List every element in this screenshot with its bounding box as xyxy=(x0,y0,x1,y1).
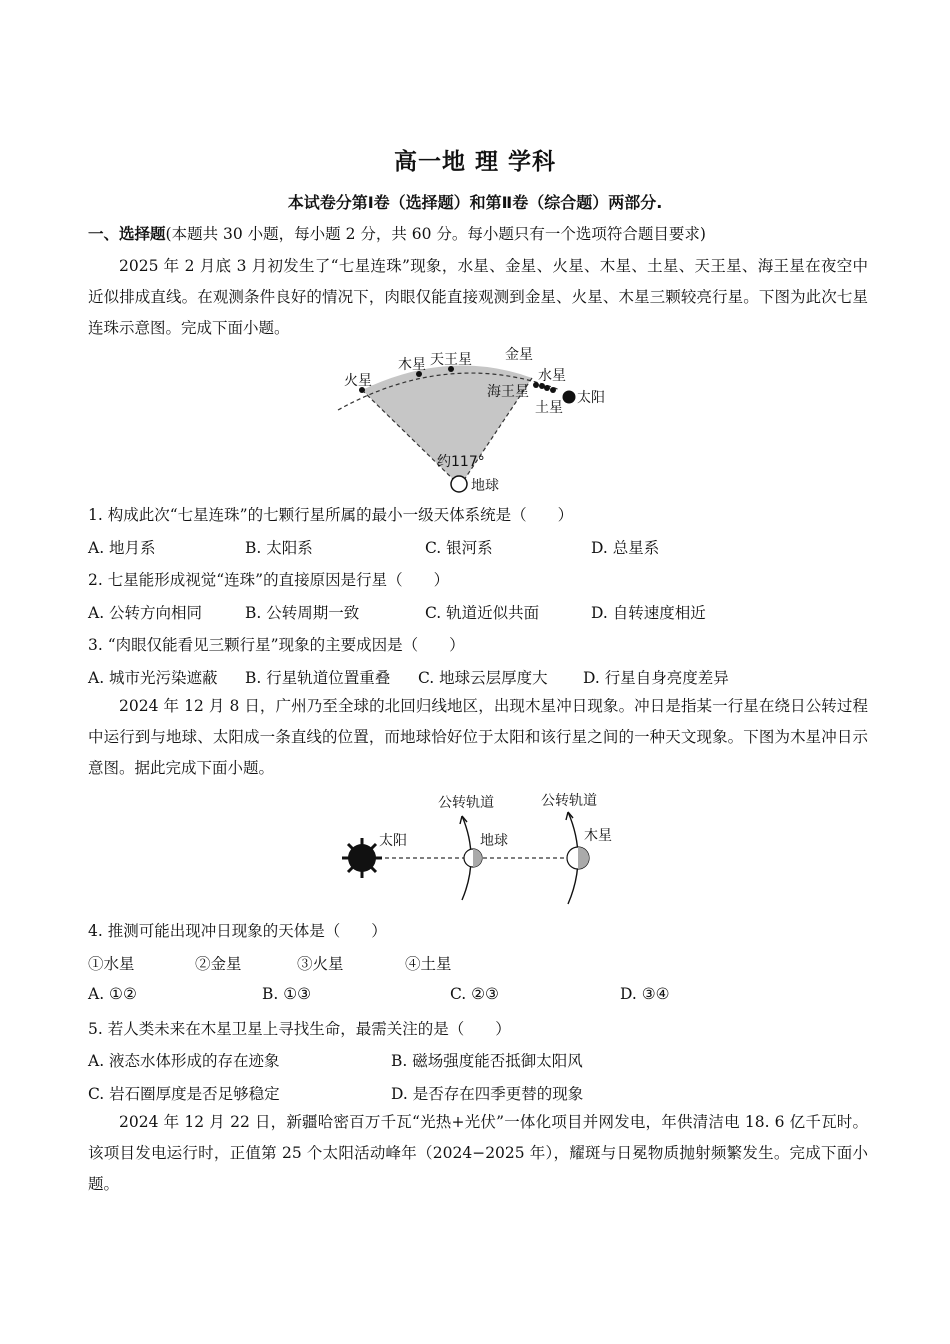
passage-2: 2024 年 12 月 8 日，广州乃至全球的北回归线地区，出现木星冲日现象。冲日是指某一行星在绕日公转过程中运行到与地球、太阳成一条直线的位置，而地球恰好位于太阳和该行星之间的一种天文现象。下图为木星冲日示意图。据此完成下面小题。 xyxy=(88,697,868,777)
section-note: (本题共 30 小题，每小题 2 分，共 60 分。每小题只有一个选项符合题目要求) xyxy=(165,225,706,243)
q4-item-3: ③火星 xyxy=(297,955,344,973)
q3-option-b: B. 行星轨道位置重叠 xyxy=(245,669,391,687)
label-jupiter: 木星 xyxy=(584,828,612,844)
label-uranus: 天王星 xyxy=(430,352,472,368)
q1-option-c: C. 银河系 xyxy=(425,539,493,557)
q3-option-c: C. 地球云层厚度大 xyxy=(418,669,548,687)
q1-option-b: B. 太阳系 xyxy=(245,539,313,557)
q1-option-d: D. 总星系 xyxy=(591,539,660,557)
q2-option-d: D. 自转速度相近 xyxy=(591,604,706,622)
label-orbit-earth: 公转轨道 xyxy=(438,795,494,811)
q1-option-a: A. 地月系 xyxy=(88,539,156,557)
label-saturn: 土星 xyxy=(535,400,563,416)
earth-symbol xyxy=(464,849,482,867)
page-title: 高一地 理 学科 xyxy=(393,149,556,175)
q5-option-b: B. 磁场强度能否抵御太阳风 xyxy=(391,1052,583,1070)
label-earth: 地球 xyxy=(480,833,508,849)
q2-option-c: C. 轨道近似共面 xyxy=(425,604,540,622)
section-heading xyxy=(88,222,706,244)
label-orbit-jupiter: 公转轨道 xyxy=(541,793,597,809)
q5-option-c: C. 岩石圈厚度是否足够稳定 xyxy=(88,1085,280,1103)
sun-icon xyxy=(342,838,382,878)
passage-1: 2025 年 2 月底 3 月初发生了“七星连珠”现象，水星、金星、火星、木星、土星、天王星、海王星在夜空中近似排成直线。在观测条件良好的情况下，肉眼仅能直接观测到金星、火星、木星三颗较亮行星。下图为此次七星连珠示意图。完成下面小题。 xyxy=(88,257,868,337)
q3-option-d: D. 行星自身亮度差异 xyxy=(583,669,729,687)
figure-jupiter-opposition xyxy=(335,788,625,906)
q4-stem: 4. 推测可能出现冲日现象的天体是（ ） xyxy=(88,922,387,940)
q4-item-4: ④土星 xyxy=(405,955,452,973)
q5-stem: 5. 若人类未来在木星卫星上寻找生命，最需关注的是（ ） xyxy=(88,1020,511,1038)
q3-option-a: A. 城市光污染遮蔽 xyxy=(88,669,218,687)
label-sun: 太阳 xyxy=(379,833,407,849)
earth-symbol xyxy=(451,476,467,492)
q4-item-2: ②金星 xyxy=(195,955,242,973)
q1-stem: 1. 构成此次“七星连珠”的七颗行星所属的最小一级天体系统是（ ） xyxy=(88,506,574,524)
label-jupiter: 木星 xyxy=(398,357,426,373)
label-angle: 约117° xyxy=(437,454,485,470)
q2-stem: 2. 七星能形成视觉“连珠”的直接原因是行星（ ） xyxy=(88,571,450,589)
figure-planet-alignment xyxy=(330,340,620,498)
q4-item-1: ①水星 xyxy=(88,955,135,973)
q4-option-a: A. ①② xyxy=(88,985,137,1003)
q4-option-b: B. ①③ xyxy=(262,985,312,1003)
label-sun: 太阳 xyxy=(577,390,605,406)
section-title: 一、选择题 xyxy=(88,225,166,243)
q2-option-b: B. 公转周期一致 xyxy=(245,604,360,622)
label-mercury: 水星 xyxy=(538,368,566,384)
page-subtitle: 本试卷分第Ⅰ卷（选择题）和第Ⅱ卷（综合题）两部分. xyxy=(287,193,663,212)
jupiter-symbol xyxy=(567,847,589,869)
q4-option-d: D. ③④ xyxy=(620,985,670,1003)
q3-stem: 3. “肉眼仅能看见三颗行星”现象的主要成因是（ ） xyxy=(88,636,465,654)
label-venus: 金星 xyxy=(505,347,533,363)
passage-3: 2024 年 12 月 22 日，新疆哈密百万千瓦“光热+光伏”一体化项目并网发电，年供清洁电 18. 6 亿千瓦时。该项目发电运行时，正值第 25 个太阳活动峰年（2024−2025 年），耀斑与日冕物质抛射频繁发生。完成下面小题。 xyxy=(88,1113,868,1193)
q5-option-d: D. 是否存在四季更替的现象 xyxy=(391,1085,584,1103)
q5-option-a: A. 液态水体形成的存在迹象 xyxy=(88,1052,280,1070)
label-mars: 火星 xyxy=(344,373,372,389)
label-earth: 地球 xyxy=(471,478,499,494)
mercury-dot xyxy=(544,385,550,391)
sun-symbol xyxy=(563,391,576,404)
q4-option-c: C. ②③ xyxy=(450,985,499,1003)
q2-option-a: A. 公转方向相同 xyxy=(88,604,203,622)
saturn-dot xyxy=(550,387,556,393)
label-neptune: 海王星 xyxy=(487,384,529,400)
